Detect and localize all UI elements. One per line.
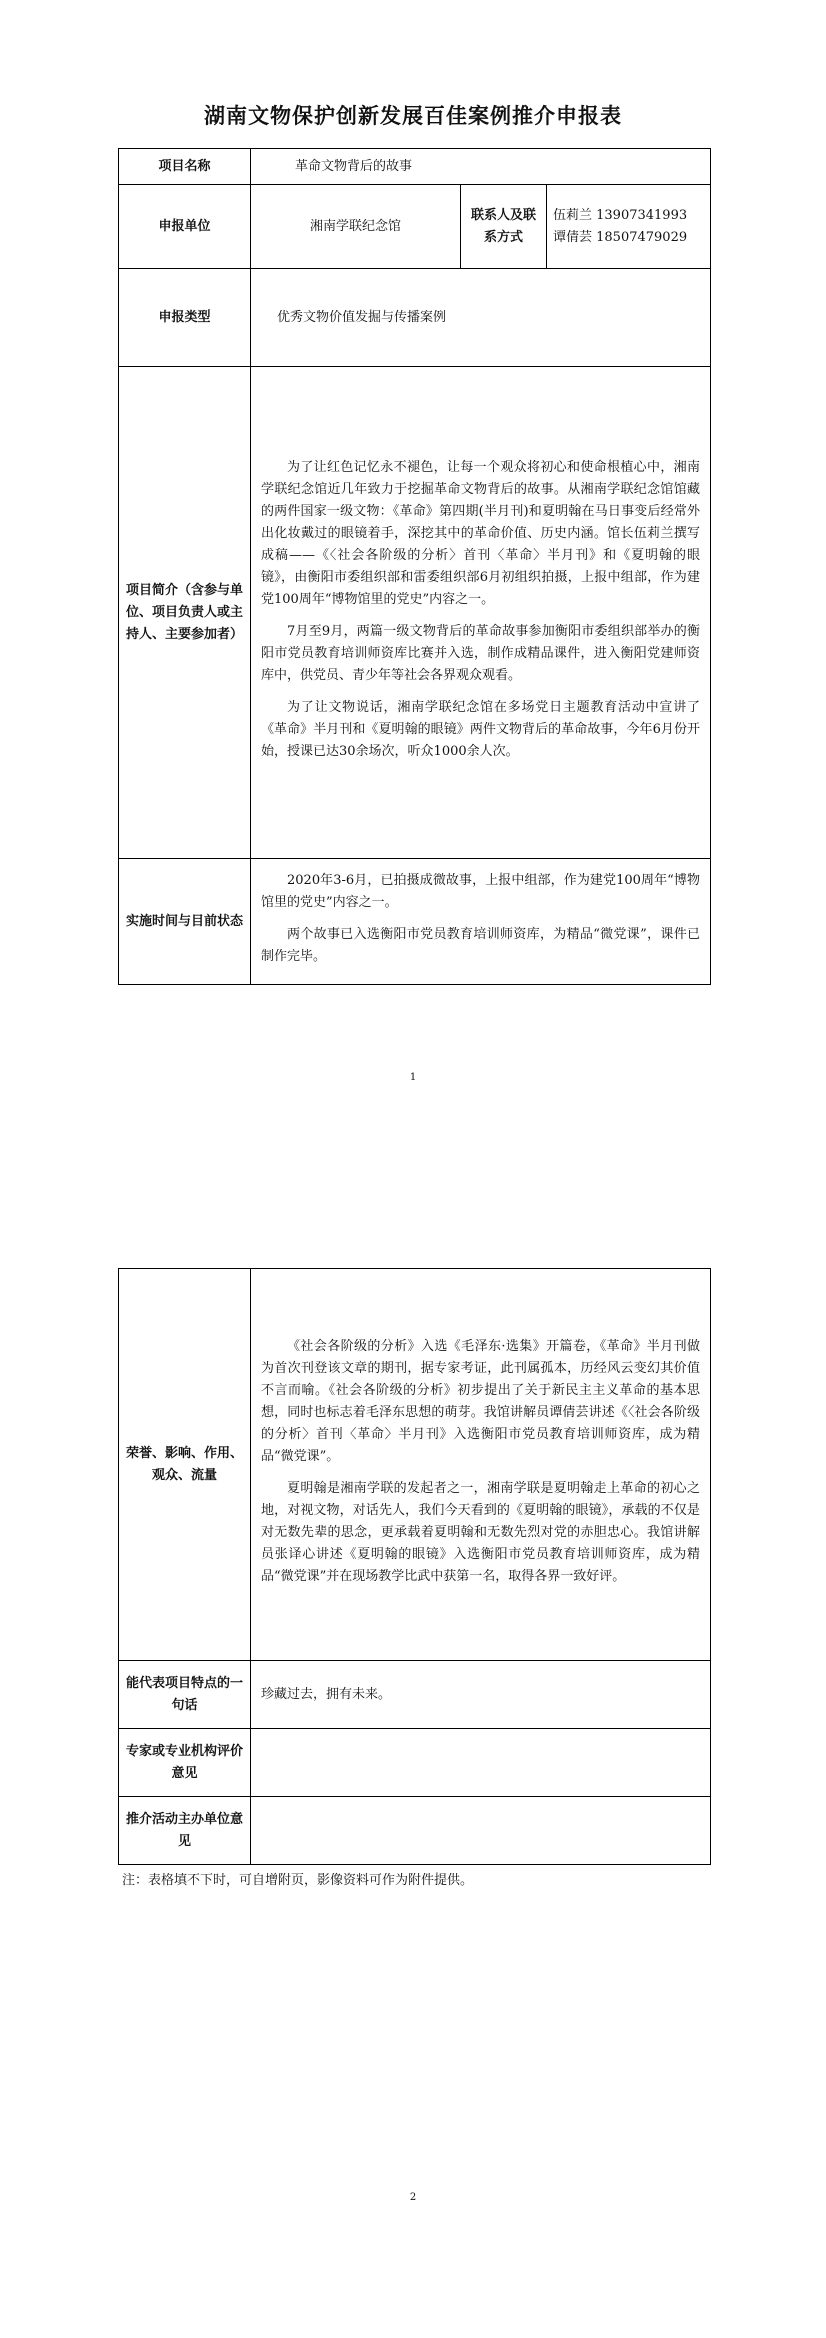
applicant-label: 申报单位: [119, 185, 251, 269]
status-paragraph: 2020年3-6月，已拍摄成微故事，上报中组部，作为建党100周年“博物馆里的党史”内容之一。: [261, 872, 701, 910]
impact-paragraph: 《社会各阶级的分析》入选《毛泽东·选集》开篇卷，《革命》半月刊做为首次刊登该文章的期刊，据专家考证，此刊属孤本，历经风云变幻其价值不言而喻。《社会各阶级的分析》初步提出了关于新民主主义革命的基本思想，同时也标志着毛泽东思想的萌芽。我馆讲解员谭倩芸讲述《〈社会各阶级的分析〉首刊〈革命〉半月刊》入选衡阳市党员教育培训师资库，成为精品“微党课”。: [261, 1338, 700, 1464]
page-number-1: 1: [409, 1072, 417, 1083]
contact-line-1: 伍莉兰 13907341993: [553, 207, 688, 223]
row-category: [119, 269, 711, 367]
organizer-value: [251, 1797, 711, 1865]
category-value: 优秀文物价值发掘与传播案例: [251, 269, 711, 367]
status-label: 实施时间与目前状态: [119, 859, 251, 985]
impact-value: [251, 1269, 711, 1661]
row-applicant: [119, 185, 711, 269]
page-title: 湖南文物保护创新发展百佳案例推介申报表: [204, 104, 622, 128]
slogan-label: 能代表项目特点的一句话: [119, 1661, 251, 1729]
contact-line-2: 谭倩芸 18507479029: [553, 229, 688, 245]
project-name-value: 革命文物背后的故事: [251, 149, 711, 185]
row-intro: [119, 367, 711, 859]
row-project-name: [119, 149, 711, 185]
category-label: 申报类型: [119, 269, 251, 367]
contact-value: [547, 185, 711, 269]
project-name-label: 项目名称: [119, 149, 251, 185]
impact-label: 荣誉、影响、作用、观众、流量: [119, 1269, 251, 1661]
application-form-page-1: [118, 148, 711, 985]
footnote: 注：表格填不下时，可自增附页，影像资料可作为附件提供。: [122, 1873, 474, 1888]
row-expert: [119, 1729, 711, 1797]
intro-label: 项目简介（含参与单位、项目负责人或主持人、主要参加者）: [119, 367, 251, 859]
row-organizer: [119, 1797, 711, 1865]
status-paragraph: 两个故事已入选衡阳市党员教育培训师资库，为精品“微党课”，课件已制作完毕。: [261, 926, 701, 964]
expert-value: [251, 1729, 711, 1797]
intro-value: [251, 367, 711, 859]
expert-label: 专家或专业机构评价意见: [119, 1729, 251, 1797]
applicant-value: 湘南学联纪念馆: [251, 185, 461, 269]
status-value: [251, 859, 711, 985]
intro-paragraph: 为了让红色记忆永不褪色，让每一个观众将初心和使命根植心中，湘南学联纪念馆近几年致力于挖掘革命文物背后的故事。从湘南学联纪念馆馆藏的两件国家一级文物：《革命》第四期(半月刊)和夏明翰在马日事变后经常外出化妆戴过的眼镜着手，深挖其中的革命价值、历史内涵。馆长伍莉兰撰写成稿——《〈社会各阶级的分析〉首刊〈革命〉半月刊》和《夏明翰的眼镜》，由衡阳市委组织部和雷委组织部6月初组织拍摄，上报中组部，作为建党100周年“博物馆里的党史”内容之一。: [261, 459, 701, 607]
intro-paragraph: 7月至9月，两篇一级文物背后的革命故事参加衡阳市委组织部举办的衡阳市党员教育培训师资库比赛并入选，制作成精品课件，进入衡阳党建师资库中，供党员、青少年等社会各界观众观看。: [261, 623, 701, 683]
row-slogan: [119, 1661, 711, 1729]
application-form-page-2: [118, 1268, 711, 1865]
contact-label: 联系人及联系方式: [461, 185, 547, 269]
impact-paragraph: 夏明翰是湘南学联的发起者之一，湘南学联是夏明翰走上革命的初心之地，对视文物，对话先人，我们今天看到的《夏明翰的眼镜》，承载的不仅是对无数先辈的思念，更承载着夏明翰和无数先烈对党的赤胆忠心。我馆讲解员张译心讲述《夏明翰的眼镜》入选衡阳市党员教育培训师资库，成为精品“微党课”并在现场教学比武中获第一名，取得各界一致好评。: [261, 1480, 700, 1584]
page-number-2: 2: [409, 2192, 417, 2203]
organizer-label: 推介活动主办单位意见: [119, 1797, 251, 1865]
intro-paragraph: 为了让文物说话，湘南学联纪念馆在多场党日主题教育活动中宣讲了《革命》半月刊和《夏明翰的眼镜》两件文物背后的革命故事，今年6月份开始，授课已达30余场次，听众1000余人次。: [261, 699, 701, 759]
row-impact: [119, 1269, 711, 1661]
slogan-value: 珍藏过去，拥有未来。: [251, 1661, 711, 1729]
row-status: [119, 859, 711, 985]
